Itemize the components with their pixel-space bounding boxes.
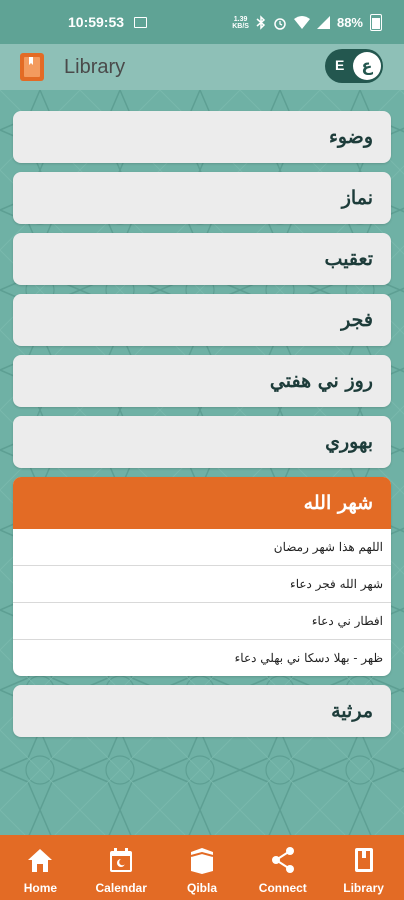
sub-list-item[interactable]: ظهر - بهلا دسكا ني بهلي دعاء	[234, 651, 383, 665]
list-item-marsiya[interactable]: مرثية	[13, 685, 391, 737]
list-item-wudu[interactable]: وضوء	[13, 111, 391, 163]
toggle-knob-arabic: ع	[353, 52, 381, 80]
status-icons	[232, 14, 382, 31]
list-item-bahori[interactable]: بهوري	[13, 416, 391, 468]
calendar-icon	[106, 845, 136, 875]
sub-list-item[interactable]: افطار ني دعاء	[13, 603, 391, 640]
list-item-fajr[interactable]: فجر	[13, 294, 391, 346]
home-icon	[25, 845, 55, 875]
bottom-navigation	[0, 835, 404, 900]
battery-percent: 88%	[336, 15, 363, 30]
signal-icon	[317, 16, 330, 29]
alarm-icon	[273, 16, 287, 30]
nav-library[interactable]: Library	[323, 835, 404, 900]
status-time: 10:59:53	[68, 14, 125, 30]
sub-list-item[interactable]: شهر الله فجر دعاء	[13, 566, 391, 603]
share-icon	[268, 845, 298, 875]
section-header[interactable]: شهر الله	[13, 477, 391, 529]
toggle-english-label: E	[335, 57, 345, 73]
book-icon	[349, 845, 379, 875]
library-content[interactable]	[0, 90, 404, 835]
network-speed: 1.39 KB/S	[232, 15, 249, 30]
nav-qibla[interactable]: Qibla	[162, 835, 243, 900]
list-item-namaz[interactable]: نماز	[13, 172, 391, 224]
nav-calendar[interactable]: Calendar	[81, 835, 162, 900]
app-bar	[0, 44, 404, 90]
language-toggle[interactable]	[325, 49, 383, 83]
image-notification-icon	[134, 17, 147, 28]
nav-home[interactable]: Home	[0, 835, 81, 900]
library-list	[13, 111, 391, 746]
bluetooth-icon	[256, 15, 266, 30]
expanded-section-shahrullah	[13, 477, 391, 676]
page-title: Library	[64, 56, 126, 78]
nav-connect[interactable]: Connect	[242, 835, 323, 900]
status-bar	[0, 0, 404, 44]
kaaba-icon	[187, 845, 217, 875]
wifi-icon	[294, 16, 310, 29]
sub-list-item[interactable]: اللهم هذا شهر رمضان	[13, 529, 391, 566]
book-logo-icon	[20, 53, 44, 81]
battery-icon	[370, 14, 382, 31]
list-item-weekdays[interactable]: روز ني هفتي	[13, 355, 391, 407]
list-item-taqib[interactable]: تعقيب	[13, 233, 391, 285]
